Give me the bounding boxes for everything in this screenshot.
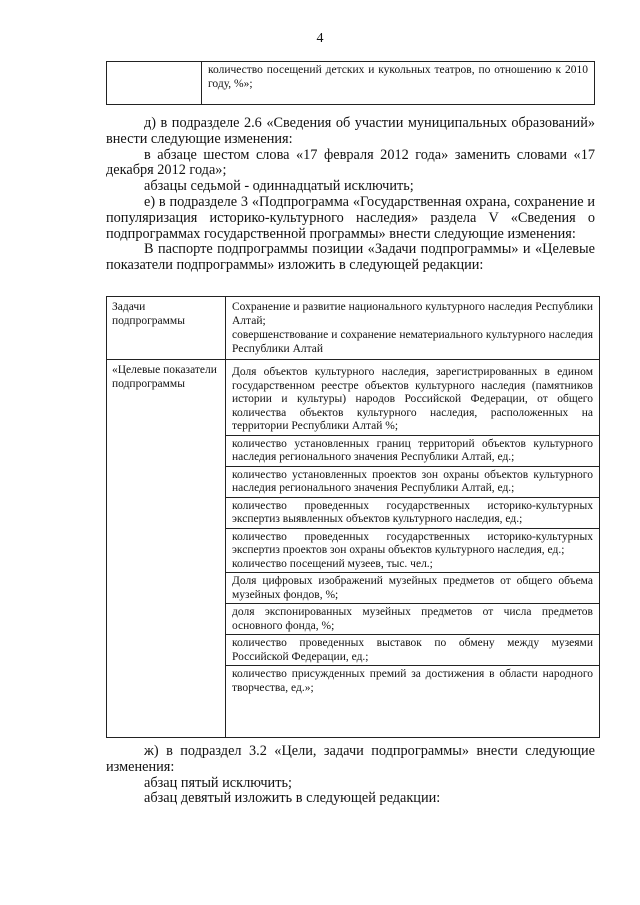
- paragraph-e: е) в подразделе 3 «Подпрограмма «Государственная охрана, сохранение и популяризация историко-культурного наследия» раздела V «Сведения о подпрограммах государственной программы» внести следующие изменения:: [106, 193, 595, 242]
- paragraph-zh-2: абзац девятый изложить в следующей редакции:: [144, 790, 441, 807]
- continued-table-right-cell: количество посещений детских и кукольных театров, по отношению к 2010 году, %»;: [202, 62, 595, 105]
- paragraph-d-1: в абзаце шестом слова «17 февраля 2012 года» заменить словами «17 декабря 2012 года»;: [106, 146, 595, 179]
- indicators-label: «Целевые показатели подпрограммы: [107, 360, 226, 738]
- continued-table: [106, 61, 595, 105]
- tasks-label: Задачи подпрограммы: [107, 297, 226, 360]
- task-item: совершенствование и сохранение нематериального культурного наследия Республики Алтай: [232, 329, 593, 355]
- indicator-item: количество проведенных государственных историко-культурных экспертиз выявленных объектов культурного наследия, ед.;: [226, 498, 599, 529]
- indicator-item: количество присужденных премий за достижения в области народного творчества, ед.»;: [232, 668, 593, 694]
- indicator-item: количество установленных границ территорий объектов культурного наследия регионального значения Республики Алтай, ед.;: [226, 436, 599, 467]
- table-row-indicators: [107, 360, 600, 738]
- paragraph-d-2: абзацы седьмой - одиннадцатый исключить;: [144, 178, 414, 195]
- indicator-group: [226, 529, 599, 574]
- indicator-item: количество проведенных государственных историко-культурных экспертиз проектов зон охраны объектов культурного наследия, ед.;: [232, 530, 593, 556]
- passport-table: [106, 296, 600, 738]
- indicator-item: количество посещений музеев, тыс. чел.;: [232, 557, 433, 570]
- paragraph-zh-1: абзац пятый исключить;: [144, 774, 292, 791]
- table-row-tasks: [107, 297, 600, 360]
- indicator-item: количество установленных проектов зон охраны объектов культурного наследия регионального значения Республики Алтай, ед.;: [226, 467, 599, 498]
- indicator-item: Доля объектов культурного наследия, зарегистрированных в едином государственном реестре объектов культурного наследия (памятников истории и культуры) народов Российской Федерации, от общего количества объектов культурного наследия, расположенных на территории Республики Алтай %;: [226, 364, 599, 436]
- indicators-list: [232, 364, 593, 696]
- indicator-item: Доля цифровых изображений музейных предметов от общего объема музейных фондов, %;: [226, 573, 599, 604]
- paragraph-zh: ж) в подраздел 3.2 «Цели, задачи подпрограммы» внести следующие изменения:: [106, 743, 595, 775]
- indicators-content: [226, 360, 600, 738]
- body-text-part-1: [106, 116, 595, 274]
- page-number: 4: [316, 31, 324, 46]
- body-text-part-2: [106, 744, 595, 807]
- paragraph-d: д) в подразделе 2.6 «Сведения об участии муниципальных образований» внести следующие изменения:: [106, 115, 595, 147]
- tasks-content: [226, 297, 600, 360]
- task-item: Сохранение и развитие национального культурного наследия Республики Алтай;: [232, 301, 593, 327]
- continued-table-left-cell: [107, 62, 202, 105]
- indicator-item: доля экспонированных музейных предметов от числа предметов основного фонда, %;: [226, 604, 599, 635]
- indicator-item: количество проведенных выставок по обмену между музеями Российской Федерации, ед.;: [226, 635, 599, 666]
- paragraph-e-1: В паспорте подпрограммы позиции «Задачи подпрограммы» и «Целевые показатели подпрограммы» изложить в следующей редакции:: [106, 241, 595, 274]
